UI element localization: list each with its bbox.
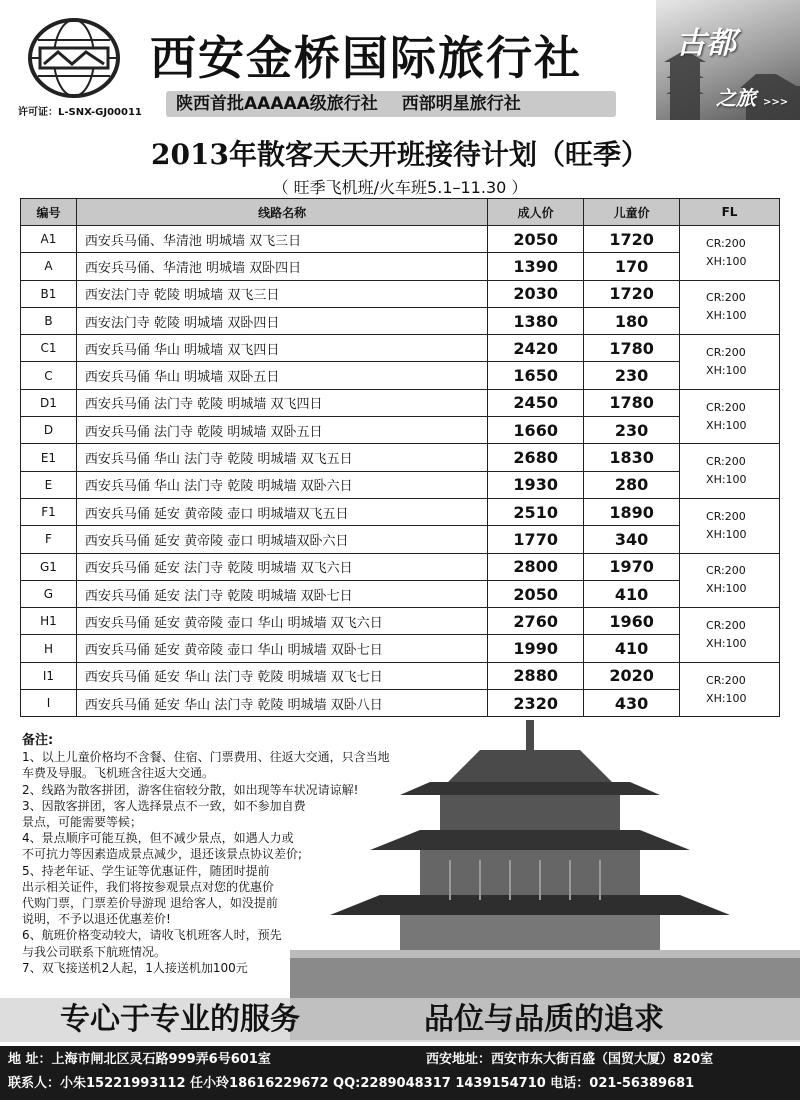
fl-value: XH:100 bbox=[706, 363, 747, 377]
cell-adult: 2320 bbox=[488, 690, 584, 717]
fl-value: XH:100 bbox=[706, 691, 747, 705]
cell-name: 西安兵马俑 延安 黄帝陵 壶口 华山 明城墙 双卧七日 bbox=[76, 635, 487, 662]
cell-adult: 1660 bbox=[488, 417, 584, 444]
cell-child: 2020 bbox=[584, 662, 680, 689]
cell-code: B bbox=[21, 307, 77, 334]
cell-adult: 2050 bbox=[488, 226, 584, 253]
notes-section bbox=[22, 733, 522, 976]
motto-left: 专心于专业的服务 bbox=[60, 1002, 300, 1037]
cell-child: 340 bbox=[584, 526, 680, 553]
notes-list bbox=[22, 749, 522, 976]
fl-value: XH:100 bbox=[706, 309, 747, 323]
cell-child: 170 bbox=[584, 253, 680, 280]
col-header-code: 编号 bbox=[21, 199, 77, 226]
cell-adult: 2450 bbox=[488, 389, 584, 416]
cell-child: 410 bbox=[584, 635, 680, 662]
cell-code: A1 bbox=[21, 226, 77, 253]
note-item: 3、因散客拼团，客人选择景点不一致，如不参加自费 景点，可能需要等候； bbox=[22, 798, 306, 830]
slogan-star: 西部明星旅行社 bbox=[401, 94, 521, 114]
col-header-child: 儿童价 bbox=[584, 199, 680, 226]
fl-value: CR:200 bbox=[706, 455, 746, 469]
plan-subtitle: （ 旺季飞机班/火车班5.1–11.30 ） bbox=[272, 178, 528, 197]
cell-code: E bbox=[21, 471, 77, 498]
fl-value: XH:100 bbox=[706, 418, 747, 432]
ancient-capital-banner bbox=[656, 0, 800, 120]
company-logo-icon bbox=[28, 18, 120, 98]
cell-name: 西安法门寺 乾陵 明城墙 双飞三日 bbox=[76, 280, 487, 307]
cell-name: 西安兵马俑 延安 华山 法门寺 乾陵 明城墙 双飞七日 bbox=[76, 662, 487, 689]
cell-adult: 1990 bbox=[488, 635, 584, 662]
cell-child: 280 bbox=[584, 471, 680, 498]
xian-address: 西安地址：西安市东大街百盛（国贸大厦）820室 bbox=[426, 1052, 714, 1067]
slogan-5a: 陕西首批AAAAA级旅行社 bbox=[176, 94, 378, 114]
table-row bbox=[21, 226, 780, 253]
cell-name: 西安兵马俑 华山 法门寺 乾陵 明城墙 双卧六日 bbox=[76, 471, 487, 498]
cell-code: I1 bbox=[21, 662, 77, 689]
cell-name: 西安法门寺 乾陵 明城墙 双卧四日 bbox=[76, 307, 487, 334]
cell-name: 西安兵马俑 延安 黄帝陵 壶口 明城墙双卧六日 bbox=[76, 526, 487, 553]
cell-adult: 1390 bbox=[488, 253, 584, 280]
cell-adult: 2760 bbox=[488, 608, 584, 635]
fl-value: CR:200 bbox=[706, 236, 746, 250]
cell-fl bbox=[680, 389, 780, 444]
footer-contact-bar bbox=[0, 1046, 800, 1100]
cell-code: C1 bbox=[21, 335, 77, 362]
table-row bbox=[21, 526, 780, 553]
cell-child: 1780 bbox=[584, 389, 680, 416]
fl-value: CR:200 bbox=[706, 400, 746, 414]
cell-code: F1 bbox=[21, 498, 77, 525]
cell-fl bbox=[680, 335, 780, 390]
cell-fl bbox=[680, 280, 780, 335]
cell-name: 西安兵马俑 华山 法门寺 乾陵 明城墙 双飞五日 bbox=[76, 444, 487, 471]
company-name: 西安金桥国际旅行社 bbox=[150, 31, 582, 85]
cell-child: 1720 bbox=[584, 226, 680, 253]
cell-fl bbox=[680, 226, 780, 281]
shanghai-address: 地 址：上海市闸北区灵石路999弄6号601室 bbox=[8, 1052, 271, 1067]
motto-banner bbox=[0, 998, 800, 1042]
cell-code: E1 bbox=[21, 444, 77, 471]
cell-code: H1 bbox=[21, 608, 77, 635]
cell-fl bbox=[680, 498, 780, 553]
cell-code: G bbox=[21, 580, 77, 607]
cell-name: 西安兵马俑 延安 法门寺 乾陵 明城墙 双飞六日 bbox=[76, 553, 487, 580]
cell-adult: 2800 bbox=[488, 553, 584, 580]
cell-name: 西安兵马俑 华山 明城墙 双卧五日 bbox=[76, 362, 487, 389]
cell-adult: 1380 bbox=[488, 307, 584, 334]
note-item: 7、双飞接送机2人起，1人接送机加100元 bbox=[22, 960, 248, 975]
cell-name: 西安兵马俑、华清池 明城墙 双飞三日 bbox=[76, 226, 487, 253]
license-number: 许可证：L-SNX-GJ00011 bbox=[18, 107, 142, 118]
cell-name: 西安兵马俑 法门寺 乾陵 明城墙 双飞四日 bbox=[76, 389, 487, 416]
cell-child: 1830 bbox=[584, 444, 680, 471]
cell-child: 1780 bbox=[584, 335, 680, 362]
table-row bbox=[21, 498, 780, 525]
cell-code: D bbox=[21, 417, 77, 444]
table-row bbox=[21, 580, 780, 607]
fl-value: XH:100 bbox=[706, 527, 747, 541]
slogan-bar bbox=[166, 91, 616, 117]
cell-name: 西安兵马俑 华山 明城墙 双飞四日 bbox=[76, 335, 487, 362]
cell-code: F bbox=[21, 526, 77, 553]
plan-title: 2013年散客天天开班接待计划（旺季） bbox=[151, 138, 649, 171]
table-row bbox=[21, 335, 780, 362]
cell-name: 西安兵马俑 延安 华山 法门寺 乾陵 明城墙 双卧八日 bbox=[76, 690, 487, 717]
header bbox=[0, 0, 800, 122]
cell-code: H bbox=[21, 635, 77, 662]
table-row bbox=[21, 553, 780, 580]
table-header-row bbox=[21, 199, 780, 226]
fl-value: CR:200 bbox=[706, 673, 746, 687]
table-row bbox=[21, 307, 780, 334]
table-row bbox=[21, 444, 780, 471]
table-row bbox=[21, 635, 780, 662]
cell-adult: 1930 bbox=[488, 471, 584, 498]
cell-fl bbox=[680, 444, 780, 499]
cell-child: 1890 bbox=[584, 498, 680, 525]
cell-child: 180 bbox=[584, 307, 680, 334]
cell-name: 西安兵马俑 延安 法门寺 乾陵 明城墙 双卧七日 bbox=[76, 580, 487, 607]
motto-right: 品位与品质的追求 bbox=[424, 1002, 664, 1037]
col-header-adult: 成人价 bbox=[488, 199, 584, 226]
cell-code: I bbox=[21, 690, 77, 717]
cell-adult: 1770 bbox=[488, 526, 584, 553]
note-item: 5、持老年证、学生证等优惠证件，随团时提前 出示相关证件，我们将按参观景点对您的优惠价 代购门票，门票差价导游现 退给客人，如没提前 说明，不予以退还优惠差价! bbox=[22, 863, 278, 927]
table-row bbox=[21, 417, 780, 444]
cell-name: 西安兵马俑 延安 黄帝陵 壶口 明城墙双飞五日 bbox=[76, 498, 487, 525]
fl-value: XH:100 bbox=[706, 473, 747, 487]
cell-fl bbox=[680, 553, 780, 608]
cell-adult: 2030 bbox=[488, 280, 584, 307]
cell-child: 410 bbox=[584, 580, 680, 607]
fl-value: XH:100 bbox=[706, 582, 747, 596]
fl-value: CR:200 bbox=[706, 291, 746, 305]
table-row bbox=[21, 662, 780, 689]
fl-value: XH:100 bbox=[706, 636, 747, 650]
note-item: 6、航班价格变动较大，请收飞机班客人时，预先 与我公司联系下航班情况。 bbox=[22, 928, 282, 959]
route-price-table bbox=[20, 198, 780, 717]
cell-adult: 2510 bbox=[488, 498, 584, 525]
cell-name: 西安兵马俑 法门寺 乾陵 明城墙 双卧五日 bbox=[76, 417, 487, 444]
cell-adult: 1650 bbox=[488, 362, 584, 389]
cell-child: 430 bbox=[584, 690, 680, 717]
fl-value: CR:200 bbox=[706, 509, 746, 523]
cell-adult: 2880 bbox=[488, 662, 584, 689]
table-row bbox=[21, 253, 780, 280]
cell-adult: 2680 bbox=[488, 444, 584, 471]
notes-title: 备注: bbox=[22, 733, 54, 748]
fl-value: XH:100 bbox=[706, 254, 747, 268]
corner-text-zhilv: 之旅 >>> bbox=[716, 86, 789, 110]
table-row bbox=[21, 471, 780, 498]
table-body bbox=[21, 226, 780, 717]
note-item: 4、景点顺序可能互换，但不减少景点，如遇人力或 不可抗力等因素造成景点减少，退还该景点协议差价; bbox=[22, 831, 303, 862]
cell-name: 西安兵马俑 延安 黄帝陵 壶口 华山 明城墙 双飞六日 bbox=[76, 608, 487, 635]
cell-name: 西安兵马俑、华清池 明城墙 双卧四日 bbox=[76, 253, 487, 280]
note-item: 1、以上儿童价格均不含餐、住宿、门票费用、往返大交通，只含当地 车费及导服。飞机班含往返大交通。 bbox=[22, 750, 390, 781]
cell-code: D1 bbox=[21, 389, 77, 416]
cell-child: 1960 bbox=[584, 608, 680, 635]
fl-value: CR:200 bbox=[706, 564, 746, 578]
cell-child: 1720 bbox=[584, 280, 680, 307]
contact-line: 联系人：小朱15221993112 任小玲18616229672 QQ:2289048317 1439154710 电话：021-56389681 bbox=[8, 1076, 695, 1091]
col-header-route: 线路名称 bbox=[76, 199, 487, 226]
cell-adult: 2420 bbox=[488, 335, 584, 362]
table-row bbox=[21, 389, 780, 416]
cell-code: A bbox=[21, 253, 77, 280]
note-item: 2、线路为散客拼团，游客住宿较分散，如出现等车状况请谅解! bbox=[22, 782, 359, 797]
corner-text-gudu: 古都 bbox=[676, 26, 736, 61]
cell-code: C bbox=[21, 362, 77, 389]
fl-value: CR:200 bbox=[706, 618, 746, 632]
cell-adult: 2050 bbox=[488, 580, 584, 607]
table-row bbox=[21, 362, 780, 389]
cell-code: G1 bbox=[21, 553, 77, 580]
cell-child: 1970 bbox=[584, 553, 680, 580]
cell-child: 230 bbox=[584, 417, 680, 444]
cell-fl bbox=[680, 608, 780, 663]
cell-child: 230 bbox=[584, 362, 680, 389]
table-row bbox=[21, 608, 780, 635]
table-row bbox=[21, 280, 780, 307]
col-header-fl: FL bbox=[680, 199, 780, 226]
fl-value: CR:200 bbox=[706, 345, 746, 359]
cell-code: B1 bbox=[21, 280, 77, 307]
